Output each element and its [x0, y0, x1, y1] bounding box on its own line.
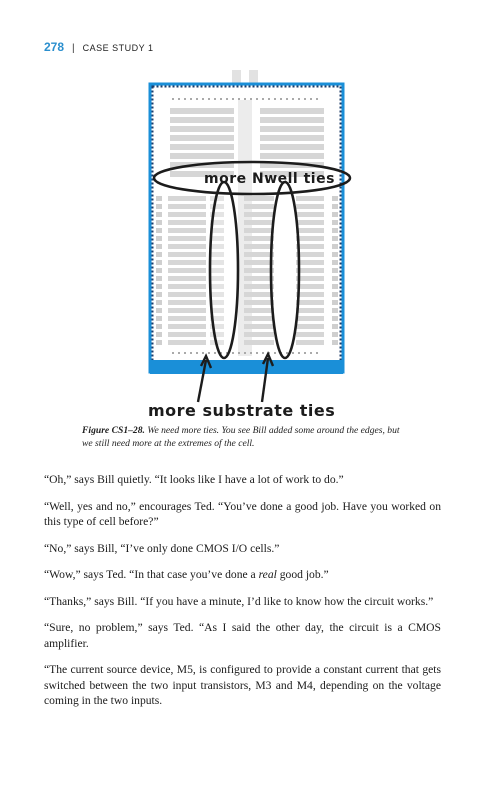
cell-block: [168, 284, 206, 289]
edge-tie: [156, 300, 162, 305]
tie-dot: [172, 98, 174, 100]
emphasis: real: [258, 568, 277, 581]
cell-block: [168, 324, 206, 329]
cell-block: [260, 108, 324, 114]
edge-tie: [156, 252, 162, 257]
cell-block: [168, 316, 206, 321]
edge-tie: [156, 220, 162, 225]
nwell-label: more Nwell ties: [204, 171, 335, 187]
cell-block: [296, 244, 324, 249]
tie-dot: [232, 352, 234, 354]
tie-dot: [250, 352, 252, 354]
paragraph: “Sure, no problem,” says Ted. “As I said the other day, the circuit is a CMOS amplifier.: [44, 621, 441, 650]
tie-dot: [256, 352, 258, 354]
tie-dot: [238, 352, 240, 354]
figure-caption: [82, 424, 412, 450]
tie-dot: [220, 98, 222, 100]
cell-block: [168, 268, 206, 273]
tie-dot: [196, 98, 198, 100]
cell-block: [168, 212, 206, 217]
tie-dot: [286, 98, 288, 100]
device-contact: [210, 204, 224, 209]
paragraph: [44, 567, 441, 583]
edge-tie: [332, 292, 338, 297]
tie-dot: [214, 352, 216, 354]
tie-dot: [232, 98, 234, 100]
cell-block: [168, 252, 206, 257]
tie-dot: [310, 98, 312, 100]
cell-block: [170, 135, 234, 141]
edge-tie: [332, 244, 338, 249]
tie-dot: [292, 352, 294, 354]
device-contact: [210, 260, 224, 265]
cell-block: [244, 228, 274, 233]
tie-dot: [196, 352, 198, 354]
cell-block: [170, 153, 234, 159]
cell-block: [296, 196, 324, 201]
edge-tie: [332, 220, 338, 225]
edge-tie: [332, 340, 338, 345]
cell-block: [168, 220, 206, 225]
edge-tie: [332, 308, 338, 313]
edge-tie: [332, 212, 338, 217]
tie-dot: [262, 352, 264, 354]
edge-tie: [332, 228, 338, 233]
tie-dot: [286, 352, 288, 354]
cell-block: [244, 244, 274, 249]
device-contact: [210, 276, 224, 281]
cell-block: [168, 204, 206, 209]
edge-tie: [156, 196, 162, 201]
cell-block: [260, 126, 324, 132]
cell-block: [296, 284, 324, 289]
tie-dot: [238, 98, 240, 100]
chapter-title: CASE STUDY 1: [82, 43, 154, 53]
tie-dot: [190, 352, 192, 354]
cell-bottom-bar: [150, 360, 343, 374]
edge-tie: [156, 204, 162, 209]
paragraph: “Well, yes and no,” encourages Ted. “You’ve done a good job. Have you worked on this type of cell before?”: [44, 499, 441, 528]
cell-block: [168, 300, 206, 305]
edge-tie: [332, 316, 338, 321]
cell-block: [296, 292, 324, 297]
cell-block: [244, 292, 274, 297]
edge-tie: [332, 284, 338, 289]
cell-block: [244, 308, 274, 313]
edge-tie: [156, 236, 162, 241]
paragraph: “The current source device, M5, is configured to provide a constant current that gets switched between the two input transistors, M3 and M4, depending on the voltage coming in the two inputs.: [44, 663, 441, 707]
device-contact: [210, 268, 224, 273]
cell-block: [244, 300, 274, 305]
edge-tie: [332, 300, 338, 305]
cell-block: [296, 316, 324, 321]
tie-dot: [304, 98, 306, 100]
cell-block: [296, 340, 324, 345]
edge-tie: [332, 252, 338, 257]
device-contact: [210, 284, 224, 289]
edge-tie: [332, 268, 338, 273]
device-contact: [210, 292, 224, 297]
cell-block: [244, 260, 274, 265]
edge-tie: [156, 244, 162, 249]
cell-block: [168, 236, 206, 241]
tie-dot: [178, 352, 180, 354]
paragraph: “Oh,” says Bill quietly. “It looks like I have a lot of work to do.”: [44, 473, 344, 486]
edge-tie: [332, 196, 338, 201]
edge-tie: [156, 316, 162, 321]
cell-block: [244, 220, 274, 225]
cell-block: [244, 204, 274, 209]
edge-tie: [156, 268, 162, 273]
cell-block: [244, 332, 274, 337]
substrate-label: more substrate ties: [148, 401, 336, 420]
cell-block: [168, 196, 206, 201]
paragraph-part: good job.”: [276, 568, 329, 581]
tie-dot: [316, 352, 318, 354]
tie-dot: [250, 98, 252, 100]
edge-tie: [332, 260, 338, 265]
tie-dot: [244, 352, 246, 354]
cell-block: [244, 252, 274, 257]
cell-block: [244, 236, 274, 241]
cell-block: [168, 292, 206, 297]
cell-block: [244, 324, 274, 329]
cell-block: [244, 196, 274, 201]
edge-tie: [156, 340, 162, 345]
cell-block: [168, 260, 206, 265]
device-contact: [210, 244, 224, 249]
tie-dot: [274, 352, 276, 354]
tie-dot: [208, 98, 210, 100]
edge-tie: [156, 260, 162, 265]
cell-block: [170, 126, 234, 132]
paragraph: “Thanks,” says Bill. “If you have a minute, I’d like to know how the circuit works.”: [44, 594, 434, 608]
tie-dot: [298, 352, 300, 354]
tie-dot: [190, 98, 192, 100]
cell-block: [296, 236, 324, 241]
paragraph: “No,” says Bill, “I’ve only done CMOS I/O cells.”: [44, 541, 280, 555]
edge-tie: [332, 236, 338, 241]
edge-tie: [156, 284, 162, 289]
tie-dot: [202, 352, 204, 354]
cell-block: [296, 228, 324, 233]
edge-tie: [156, 276, 162, 281]
tie-dot: [292, 98, 294, 100]
caption-text: We need more ties. You see Bill added some around the edges, but we still need more at the extremes of the cell.: [82, 425, 400, 449]
edge-tie: [156, 212, 162, 217]
tie-dot: [214, 98, 216, 100]
cell-block: [170, 108, 234, 114]
cell-block: [168, 332, 206, 337]
cell-block: [260, 153, 324, 159]
paragraph-part: “Wow,” says Ted. “In that case you’ve done a: [44, 568, 259, 581]
tie-dot: [208, 352, 210, 354]
cell-block: [168, 228, 206, 233]
tie-dot: [226, 98, 228, 100]
cell-block: [244, 276, 274, 281]
cell-block: [168, 244, 206, 249]
tie-dot: [202, 98, 204, 100]
cell-block: [296, 324, 324, 329]
device-contact: [210, 332, 224, 337]
edge-tie: [156, 228, 162, 233]
cell-block: [244, 340, 274, 345]
body-text: [44, 472, 441, 720]
tie-dot: [262, 98, 264, 100]
cell-block: [260, 135, 324, 141]
tie-dot: [256, 98, 258, 100]
cell-block: [244, 284, 274, 289]
tie-dot: [184, 98, 186, 100]
cell-block: [296, 204, 324, 209]
tie-dot: [172, 352, 174, 354]
header-separator: |: [72, 43, 75, 54]
tie-dot: [280, 98, 282, 100]
cell-block: [168, 276, 206, 281]
tie-dot: [274, 98, 276, 100]
cell-block: [168, 340, 206, 345]
cell-block: [170, 144, 234, 150]
cell-block: [296, 252, 324, 257]
cell-block: [296, 220, 324, 225]
tie-dot: [178, 98, 180, 100]
cell-block: [168, 308, 206, 313]
cell-block: [296, 300, 324, 305]
edge-tie: [156, 332, 162, 337]
top-metal-strip-gap: [241, 70, 249, 84]
cell-block: [296, 212, 324, 217]
edge-tie: [332, 332, 338, 337]
cell-block: [260, 144, 324, 150]
tie-dot: [244, 98, 246, 100]
cell-block: [244, 268, 274, 273]
tie-dot: [268, 98, 270, 100]
cell-block: [244, 316, 274, 321]
edge-tie: [332, 324, 338, 329]
tie-dot: [304, 352, 306, 354]
figure-number: Figure CS1–28.: [82, 425, 145, 436]
cell-block: [260, 117, 324, 123]
cell-block: [296, 308, 324, 313]
edge-tie: [156, 308, 162, 313]
edge-tie: [332, 276, 338, 281]
cell-block: [296, 332, 324, 337]
edge-tie: [156, 324, 162, 329]
tie-dot: [184, 352, 186, 354]
tie-dot: [310, 352, 312, 354]
edge-tie: [332, 204, 338, 209]
tie-dot: [298, 98, 300, 100]
edge-tie: [156, 292, 162, 297]
cell-block: [244, 212, 274, 217]
cell-block: [170, 117, 234, 123]
device-contact: [210, 252, 224, 257]
page-number: 278: [44, 40, 65, 54]
tie-dot: [316, 98, 318, 100]
